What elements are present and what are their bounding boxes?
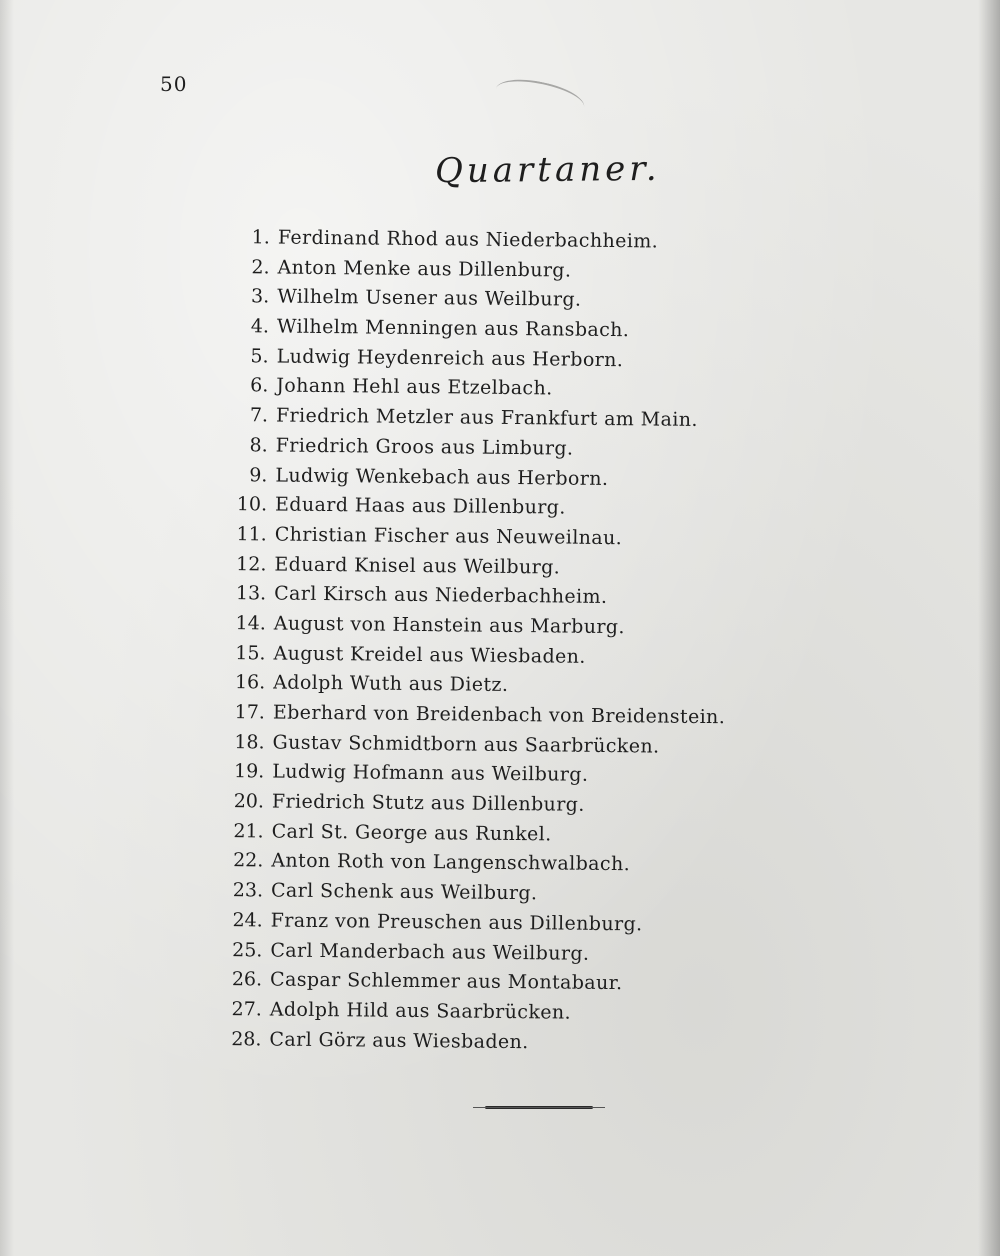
entry-text: Gustav Schmidtborn aus Saarbrücken. xyxy=(272,731,660,758)
entry-number: 3. xyxy=(251,285,270,308)
entry-text: Carl Manderbach aus Weilburg. xyxy=(270,938,590,965)
entry-number: 25. xyxy=(232,938,263,961)
page-number: 50 xyxy=(160,72,188,96)
entry-number: 9. xyxy=(249,463,268,486)
entry-number: 19. xyxy=(233,760,265,783)
entry-text: Wilhelm Usener aus Weilburg. xyxy=(277,285,582,312)
entry-text: Adolph Wuth aus Dietz. xyxy=(273,671,509,697)
student-list xyxy=(219,226,730,1062)
entry-number: 11. xyxy=(236,522,267,546)
entry-number: 2. xyxy=(251,255,270,279)
entry-text: Adolph Hild aus Saarbrücken. xyxy=(269,998,572,1024)
entry-text: Christian Fischer aus Neuweilnau. xyxy=(274,523,623,550)
entry-text: Carl Görz aus Wiesbaden. xyxy=(269,1028,529,1053)
entry-number: 6. xyxy=(250,374,269,397)
entry-text: Anton Roth von Langenschwalbach. xyxy=(271,849,631,876)
entry-number: 21. xyxy=(233,819,264,843)
section-heading: Quartaner. xyxy=(434,148,661,192)
entry-number: 15. xyxy=(235,641,266,665)
entry-number: 27. xyxy=(231,997,262,1021)
entry-text: Caspar Schlemmer aus Montabaur. xyxy=(269,968,623,995)
entry-number: 10. xyxy=(236,493,268,516)
entry-text: August Kreidel aus Wiesbaden. xyxy=(273,642,586,668)
entry-number: 28. xyxy=(231,1027,262,1050)
entry-text: Eduard Haas aus Dillenburg. xyxy=(274,493,566,519)
entry-text: Friedrich Metzler aus Frankfurt am Main. xyxy=(275,404,698,432)
entry-number: 24. xyxy=(232,908,263,932)
entry-number: 17. xyxy=(234,701,266,724)
entry-text: Carl St. George aus Runkel. xyxy=(271,820,552,846)
entry-number: 26. xyxy=(231,968,263,991)
entry-text: Wilhelm Menningen aus Ransbach. xyxy=(276,315,630,342)
entry-text: Carl Kirsch aus Niederbachheim. xyxy=(274,582,608,609)
entry-number: 8. xyxy=(249,434,268,457)
entry-text: Anton Menke aus Dillenburg. xyxy=(277,256,572,282)
entry-number: 5. xyxy=(250,344,269,368)
paper-mark xyxy=(493,73,588,123)
entry-text: Johann Hehl aus Etzelbach. xyxy=(276,374,553,400)
entry-number: 18. xyxy=(234,730,265,754)
entry-number: 1. xyxy=(251,226,270,249)
entry-text: Ludwig Heydenreich aus Herborn. xyxy=(276,345,624,371)
entry-text: Friedrich Stutz aus Dillenburg. xyxy=(271,790,585,816)
entry-text: Eduard Knisel aus Weilburg. xyxy=(274,553,561,579)
page-gutter-shadow-right xyxy=(978,0,1000,1256)
entry-number: 13. xyxy=(235,582,267,605)
entry-number: 23. xyxy=(232,879,264,902)
entry-number: 12. xyxy=(236,552,267,575)
entry-text: Ludwig Hofmann aus Weilburg. xyxy=(272,760,589,787)
entry-number: 16. xyxy=(234,671,266,694)
entry-text: Ludwig Wenkebach aus Herborn. xyxy=(275,464,609,490)
entry-number: 7. xyxy=(249,404,269,427)
entry-text: August von Hanstein aus Marburg. xyxy=(273,612,625,639)
list-item xyxy=(219,1028,722,1063)
entry-number: 20. xyxy=(233,790,265,813)
entry-text: Carl Schenk aus Weilburg. xyxy=(270,879,538,905)
closing-rule xyxy=(485,1106,593,1109)
entry-text: Friedrich Groos aus Limburg. xyxy=(275,434,574,460)
page-gutter-shadow-left xyxy=(0,0,14,1256)
entry-number: 4. xyxy=(250,315,270,338)
entry-number: 14. xyxy=(235,612,266,635)
entry-text: Franz von Preuschen aus Dillenburg. xyxy=(270,909,643,936)
entry-text: Eberhard von Breidenbach von Breidenstein. xyxy=(272,701,726,729)
entry-number: 22. xyxy=(233,849,264,872)
entry-text: Ferdinand Rhod aus Niederbachheim. xyxy=(277,226,659,253)
